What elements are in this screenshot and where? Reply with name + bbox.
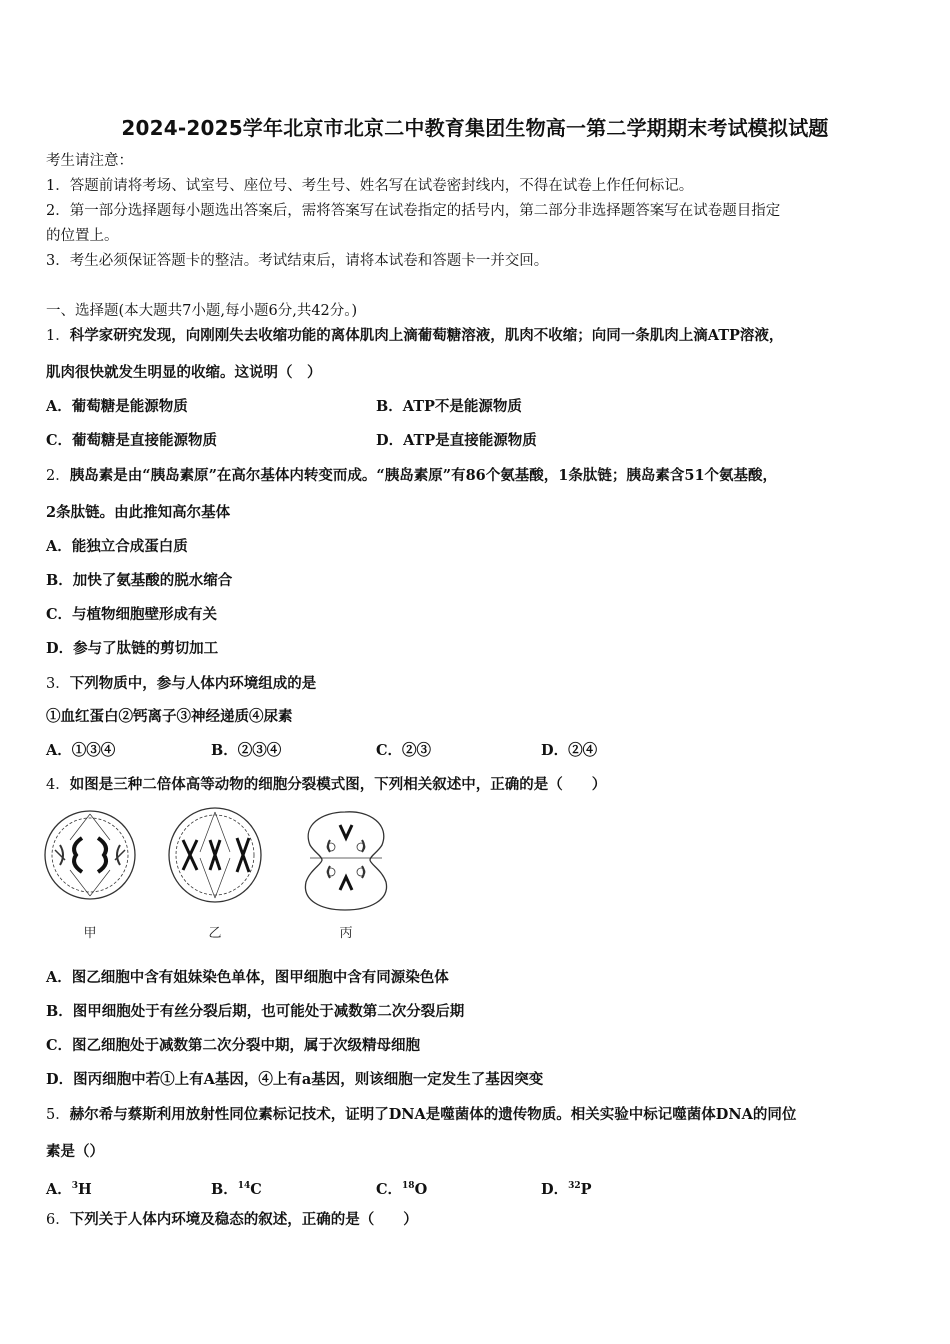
option-letter: B．: [211, 1180, 238, 1198]
cell-jia: [45, 811, 135, 899]
question-text: 赫尔希与蔡斯利用放射性同位素标记技术，证明了DNA是噬菌体的遗传物质。相关实验中标记噬菌体DNA的同位: [69, 1106, 797, 1123]
option-c[interactable]: [376, 1177, 427, 1199]
option-d[interactable]: D．②④: [541, 742, 598, 759]
option-b[interactable]: B．加快了氨基酸的脱水缩合: [46, 572, 233, 589]
question-text: 科学家研究发现，向刚刚失去收缩功能的离体肌肉上滴葡萄糖溶液，肌肉不收缩；向同一条肌肉上滴ATP溶液，: [69, 327, 784, 344]
question-6: [46, 1211, 418, 1229]
option-d[interactable]: [541, 1177, 592, 1199]
option-c[interactable]: C．与植物细胞壁形成有关: [46, 606, 218, 623]
question-2-cont: 2条肽链。由此推知高尔基体: [46, 504, 231, 521]
isotope-mass: 18: [402, 1181, 415, 1191]
figure-label-jia: 甲: [83, 926, 97, 941]
question-number: 5．: [46, 1107, 70, 1123]
notice-item-2: 2．第一部分选择题每小题选出答案后，需将答案写在试卷指定的括号内，第二部分非选择题答案写在试卷题目指定: [46, 203, 781, 219]
question-number: 4．: [46, 777, 70, 793]
option-c[interactable]: C．图乙细胞处于减数第二次分裂中期，属于次级精母细胞: [46, 1037, 421, 1054]
question-5-cont: 素是（）: [46, 1143, 104, 1160]
option-a[interactable]: A．图乙细胞中含有姐妹染色单体，图甲细胞中含有同源染色体: [46, 969, 449, 986]
question-text: 下列物质中，参与人体内环境组成的是: [69, 675, 317, 692]
page-title: 2024-2025学年北京市北京二中教育集团生物高一第二学期期末考试模拟试题: [121, 116, 829, 140]
question-text: 下列关于人体内环境及稳态的叙述，正确的是（ ）: [69, 1211, 418, 1228]
question-2: [46, 467, 777, 485]
option-a[interactable]: A．①③④: [46, 742, 116, 759]
question-4: [46, 776, 606, 794]
cell-bing: [305, 812, 386, 910]
option-d[interactable]: D．图丙细胞中若①上有A基因，④上有a基因，则该细胞一定发生了基因突变: [46, 1071, 544, 1088]
question-text: 如图是三种二倍体高等动物的细胞分裂模式图，下列相关叙述中，正确的是（ ）: [69, 776, 607, 793]
cell-division-figure: [40, 800, 400, 960]
option-b[interactable]: B．ATP不是能源物质: [376, 398, 522, 415]
option-d[interactable]: D．ATP是直接能源物质: [376, 432, 537, 449]
option-b[interactable]: B．图甲细胞处于有丝分裂后期，也可能处于减数第二次分裂后期: [46, 1003, 465, 1020]
question-3: [46, 675, 316, 693]
cell-yi: [169, 808, 261, 902]
option-b[interactable]: [211, 1177, 262, 1199]
option-c[interactable]: C．葡萄糖是直接能源物质: [46, 432, 218, 449]
notice-item-1: 1．答题前请将考场、试室号、座位号、考生号、姓名写在试卷密封线内，不得在试卷上作任何标记。: [46, 178, 694, 194]
figure-label-bing: 丙: [339, 926, 353, 941]
question-1: [46, 327, 783, 345]
notice-heading: 考生请注意：: [46, 153, 133, 169]
option-letter: A．: [46, 1180, 72, 1198]
element-symbol: C: [250, 1180, 262, 1198]
option-a[interactable]: A．葡萄糖是能源物质: [46, 398, 188, 415]
element-symbol: H: [78, 1180, 92, 1198]
notice-item-2-cont: 的位置上。: [46, 228, 119, 244]
question-text: 胰岛素是由“胰岛素原”在高尔基体内转变而成。“胰岛素原”有86个氨基酸，1条肽链；胰岛素含51个氨基酸，: [69, 467, 778, 484]
isotope-mass: 14: [237, 1181, 251, 1191]
isotope-mass: 3: [71, 1181, 79, 1191]
element-symbol: O: [414, 1180, 428, 1198]
question-1-cont: 肌肉很快就发生明显的收缩。这说明（ ）: [46, 364, 322, 381]
option-a[interactable]: A．能独立合成蛋白质: [46, 538, 188, 555]
option-letter: C．: [376, 1180, 403, 1198]
question-number: 6．: [46, 1212, 70, 1228]
option-letter: D．: [541, 1180, 569, 1198]
section-heading: 一、选择题(本大题共7小题,每小题6分,共42分。): [46, 303, 358, 319]
option-a[interactable]: [46, 1177, 92, 1199]
question-number: 1．: [46, 328, 70, 344]
isotope-mass: 32: [568, 1181, 581, 1191]
notice-item-3: 3．考生必须保证答题卡的整洁。考试结束后，请将本试卷和答题卡一并交回。: [46, 253, 549, 269]
figure-label-yi: 乙: [208, 926, 222, 941]
question-number: 2．: [46, 468, 70, 484]
question-number: 3．: [46, 676, 70, 692]
option-d[interactable]: D．参与了肽链的剪切加工: [46, 640, 219, 657]
option-c[interactable]: C．②③: [376, 742, 432, 759]
question-5: [46, 1106, 796, 1124]
question-3-items: ①血红蛋白②钙离子③神经递质④尿素: [46, 708, 293, 725]
option-b[interactable]: B．②③④: [211, 742, 282, 759]
element-symbol: P: [580, 1180, 592, 1198]
